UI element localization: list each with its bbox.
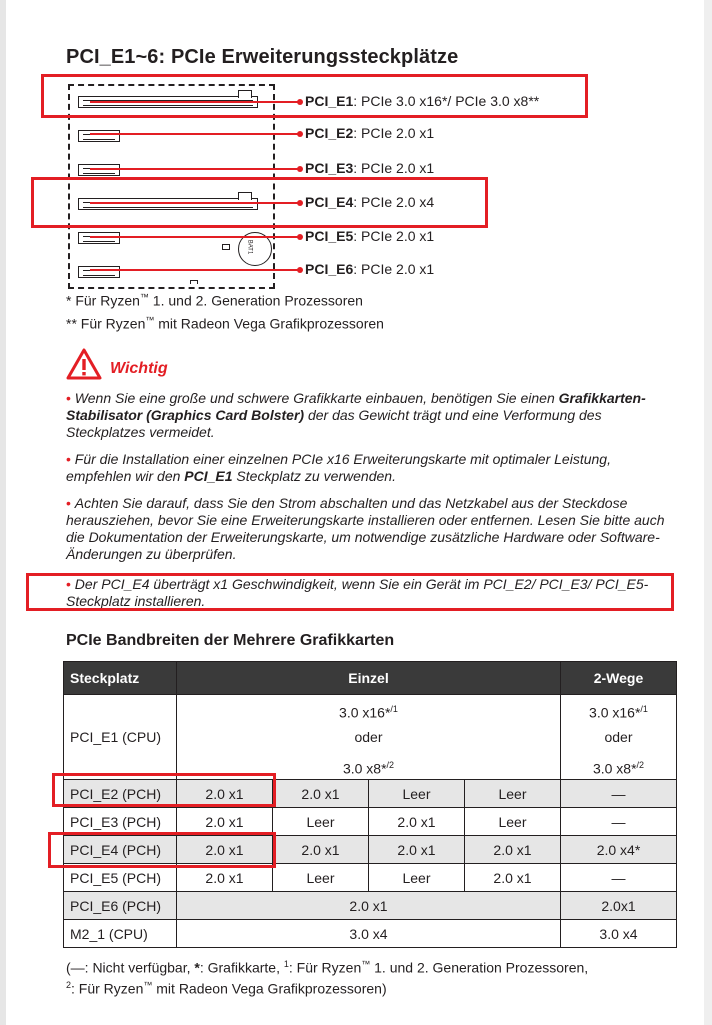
warning-paragraph-4: • Der PCI_E4 überträgt x1 Geschwindigkeit, wenn Sie ein Gerät im PCI_E2/ PCI_E3/ PCI_E5-Steckplatz installieren. (66, 576, 649, 609)
row-slot: PCI_E1 (CPU) (64, 695, 177, 780)
highlight-note-pci-e4 (26, 573, 674, 611)
row-slot: PCI_E4 (PCH) (64, 836, 177, 864)
cell: 2.0 x1 (465, 864, 561, 892)
cell: Leer (465, 808, 561, 836)
dual-cell: 3.0 x16*$^{/1}$ oder 3.0 x8*$^{/2}$ (561, 695, 677, 780)
footnote-2: ** Für Ryzen™ mit Radeon Vega Grafikprozessoren (66, 315, 384, 332)
slot-label-pci-e4: PCI_E4: PCIe 2.0 x4 (305, 194, 435, 210)
row-slot: PCI_E3 (PCH) (64, 808, 177, 836)
battery-label: BAT1 (246, 239, 253, 255)
slot-label-pci-e2: PCI_E2: PCIe 2.0 x1 (305, 125, 435, 141)
cell: 2.0 x1 (369, 836, 465, 864)
cell: 2.0 x1 (465, 836, 561, 864)
cell: 3.0 x4 (561, 920, 677, 948)
warning-paragraph-3: • Achten Sie darauf, dass Sie den Strom abschalten und das Netzkabel aus der Steckdose herausziehen, bevor Sie eine Erweiterungskarte installieren oder entfernen. Lesen Sie bitte auch die Dokumentation der Erweiterungskarte, um notwendige zusätzliche Hardware oder Software-Änderungen zu überprüfen. (66, 495, 665, 562)
cell: — (561, 780, 677, 808)
row-slot: PCI_E6 (PCH) (64, 892, 177, 920)
highlight-row-pci-e4 (48, 832, 276, 868)
page-title: PCI_E1~6: PCIe Erweiterungssteckplätze (66, 46, 459, 68)
connector-tab (190, 280, 198, 284)
cell: Leer (273, 864, 369, 892)
table-row (64, 695, 677, 780)
row-slot: M2_1 (CPU) (64, 920, 177, 948)
highlight-pci-e4 (31, 177, 488, 228)
table-row (64, 920, 677, 948)
cell: 2.0 x1 (177, 808, 273, 836)
warning-paragraph-1: • Wenn Sie eine große und schwere Grafikkarte einbauen, benötigen Sie einen Grafikkarten-Stabilisator (Graphics Card Bolster) der das Gewicht trägt und eine Verformung des Steckplatzes vermeidet. (66, 390, 646, 440)
table-header-row (64, 662, 677, 695)
cell: 2.0 x1 (177, 836, 273, 864)
cell: 2.0 x1 (273, 836, 369, 864)
highlight-pci-e1 (41, 74, 588, 118)
slot-pci-e6 (78, 266, 120, 278)
cell: — (561, 864, 677, 892)
table-row (64, 892, 677, 920)
page-edge-left (0, 0, 6, 1025)
slot-label-pci-e6: PCI_E6: PCIe 2.0 x1 (305, 261, 435, 277)
slot-label-pci-e1: PCI_E1: PCIe 3.0 x16*/ PCIe 3.0 x8** (305, 93, 540, 109)
bandwidth-section-title: PCIe Bandbreiten der Mehrere Grafikkarten (66, 632, 395, 649)
slot-pci-e2 (78, 130, 120, 142)
cell: 2.0 x1 (177, 780, 273, 808)
slot-pci-e5 (78, 232, 120, 244)
cell: — (561, 808, 677, 836)
cell: 2.0 x1 (177, 892, 561, 920)
warning-paragraph-2: • Für die Installation einer einzelnen PCIe x16 Erweiterungskarte mit optimaler Leistung, empfehlen wir den PCI_E1 Steckplatz zu verwenden. (66, 451, 611, 484)
header-slot: Steckplatz (64, 662, 177, 695)
cell: 2.0x1 (561, 892, 677, 920)
footnote-1: * Für Ryzen™ 1. und 2. Generation Prozessoren (66, 292, 363, 309)
cell: Leer (369, 864, 465, 892)
header-single: Einzel (177, 662, 561, 695)
jumper-icon (222, 244, 230, 250)
single-cell: 3.0 x16*$^{/1}$ oder 3.0 x8*$^{/2}$ (177, 695, 561, 780)
slot-pci-e3 (78, 164, 120, 176)
cell: 2.0 x1 (273, 780, 369, 808)
slot-label-pci-e5: PCI_E5: PCIe 2.0 x1 (305, 228, 435, 244)
highlight-row-pci-e2 (52, 773, 276, 807)
cell: 2.0 x1 (177, 864, 273, 892)
cell: 2.0 x4* (561, 836, 677, 864)
row-slot: PCI_E5 (PCH) (64, 864, 177, 892)
page-edge-right (704, 0, 712, 1025)
row-slot: PCI_E2 (PCH) (64, 780, 177, 808)
cell: Leer (465, 780, 561, 808)
warning-title: Wichtig (110, 360, 168, 377)
table-footnote: (—: Nicht verfügbar, *: Grafikkarte, $^1$: Für Ryzen™ 1. und 2. Generation Prozessoren, $^2$: Für Ryzen™ mit Radeon Vega Grafikprozessoren) (66, 959, 589, 997)
slot-label-pci-e3: PCI_E3: PCIe 2.0 x1 (305, 160, 435, 176)
header-dual: 2-Wege (561, 662, 677, 695)
cell: Leer (273, 808, 369, 836)
cell: 2.0 x1 (369, 808, 465, 836)
warning-triangle-icon (66, 348, 102, 380)
cell: 3.0 x4 (177, 920, 561, 948)
cell: Leer (369, 780, 465, 808)
